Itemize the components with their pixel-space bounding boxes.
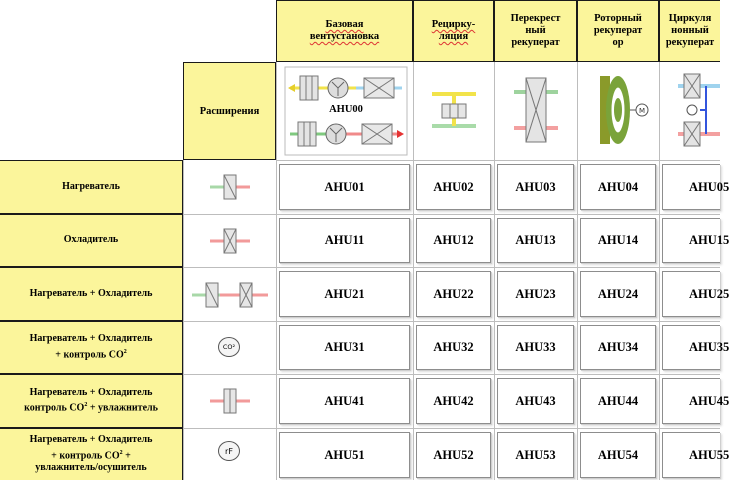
grid-line [183,321,720,322]
row-label-co2 [0,321,183,374]
ahu-code-cell: AHU11 [279,218,410,263]
ahu-code-cell: AHU33 [497,325,574,370]
superscript: 2 [119,449,123,456]
row-label-text: + [125,449,131,461]
grid-line [183,267,720,268]
heater-cooler-icon [192,280,268,310]
ahu-code-cell: AHU41 [279,378,410,424]
ahu-code-cell: AHU22 [416,271,491,317]
column-header-line: ный [525,25,546,36]
svg-text:M: M [638,107,646,115]
base-unit-label: AHU00 [310,103,382,115]
row-label-line [51,447,131,463]
row-label-text: + контроль CO [51,449,120,461]
column-header-line: Циркуля [668,13,712,24]
cooler-icon [210,226,250,256]
grid-line [183,374,720,375]
recirculation-icon [430,80,478,140]
ahu-code-cell: AHU32 [416,325,491,370]
row-label-humidifier [0,374,183,428]
ahu-code-cell: AHU42 [416,378,491,424]
row-label-text: Нагреватель + Охладитель [29,333,153,345]
column-header-circulation [659,0,720,62]
ahu-code-cell: AHU51 [279,432,410,478]
ahu-code-cell: AHU23 [497,271,574,317]
ahu-code-cell: AHU25 [662,271,720,317]
ahu-code-cell: AHU52 [416,432,491,478]
rf-sensor-text: rF [218,441,240,461]
superscript: 2 [84,402,88,409]
superscript: 2 [123,348,127,355]
rf-sensor-icon [218,441,240,461]
row-label-heater-cooler [0,267,183,321]
row-label-text: Нагреватель + Охладитель [29,434,153,446]
column-header-line: рекуперат [665,37,715,48]
column-header-line: Перекрест [510,13,561,24]
extensions-label: Расширения [199,105,260,117]
ahu-code-cell: AHU34 [580,325,656,370]
column-header-line: Роторный [594,13,642,24]
grid-line [659,62,660,480]
circulation-recuperator-icon [676,70,720,150]
grid-line [577,62,578,480]
ahu-code-cell: AHU14 [580,218,656,263]
row-label-text: контроль CO [24,402,85,414]
ahu-code-cell: AHU35 [662,325,720,370]
row-label-text: увлажнитель/осушитель [35,462,147,474]
row-label-text: Охладитель [63,234,119,246]
ahu-code-cell: AHU03 [497,164,574,210]
row-label-line [24,399,158,415]
ahu-code-cell: AHU13 [497,218,574,263]
humidifier-icon [210,386,250,416]
grid-line [276,62,277,480]
row-label-text: + контроль CO [55,349,124,361]
heater-icon [210,172,250,202]
row-label-text: Нагреватель [62,180,120,192]
column-header-line: рекуперат [593,25,643,36]
column-header-line: Базовая [325,19,364,30]
grid-line [494,62,495,480]
row-label-text: Нагреватель + Охладитель [29,386,153,398]
crossflow-recuperator-icon [512,72,560,148]
column-header-line: рекуперат [511,37,560,48]
column-header-crossflow [494,0,577,62]
ahu-code-cell: AHU44 [580,378,656,424]
column-header-line: вентустановка [309,31,380,42]
ahu-code-cell: AHU55 [662,432,720,478]
rotary-recuperator-icon [596,72,650,148]
ahu-code-cell: AHU02 [416,164,491,210]
grid-line [413,62,414,480]
row-label-line [55,346,126,362]
ahu-code-cell: AHU01 [279,164,410,210]
ahu-code-cell: AHU53 [497,432,574,478]
column-header-line: Рециpку- [431,19,476,30]
row-label-humidifier-dehumidifier [0,428,183,480]
grid-line [183,160,184,480]
row-label-cooler [0,214,183,267]
row-label-text: + увлажнитель [89,402,158,414]
ahu-code-cell: AHU45 [662,378,720,424]
ahu-code-cell: AHU12 [416,218,491,263]
ahu-code-cell: AHU31 [279,325,410,370]
ahu-code-cell: AHU21 [279,271,410,317]
ahu-code-cell: AHU43 [497,378,574,424]
ahu-code-cell: AHU15 [662,218,720,263]
column-header-line: ор [612,37,624,48]
grid-line [183,214,720,215]
column-header-line: нонный [671,25,709,36]
column-header-recirculation [413,0,494,62]
row-label-text: Нагреватель + Охладитель [29,287,153,299]
ahu-code-cell: AHU54 [580,432,656,478]
row-label-heater [0,160,183,214]
grid-line [276,160,720,161]
grid-line [183,428,720,429]
co2-sensor-icon [218,337,240,357]
column-header-line: ляция [438,31,469,42]
extensions-header [183,62,276,160]
ahu-code-cell: AHU05 [662,164,720,210]
co2-sensor-text: CO² [218,337,240,357]
ahu-code-cell: AHU04 [580,164,656,210]
ahu-code-cell: AHU24 [580,271,656,317]
column-header-base-unit [276,0,413,62]
column-header-rotary [577,0,659,62]
